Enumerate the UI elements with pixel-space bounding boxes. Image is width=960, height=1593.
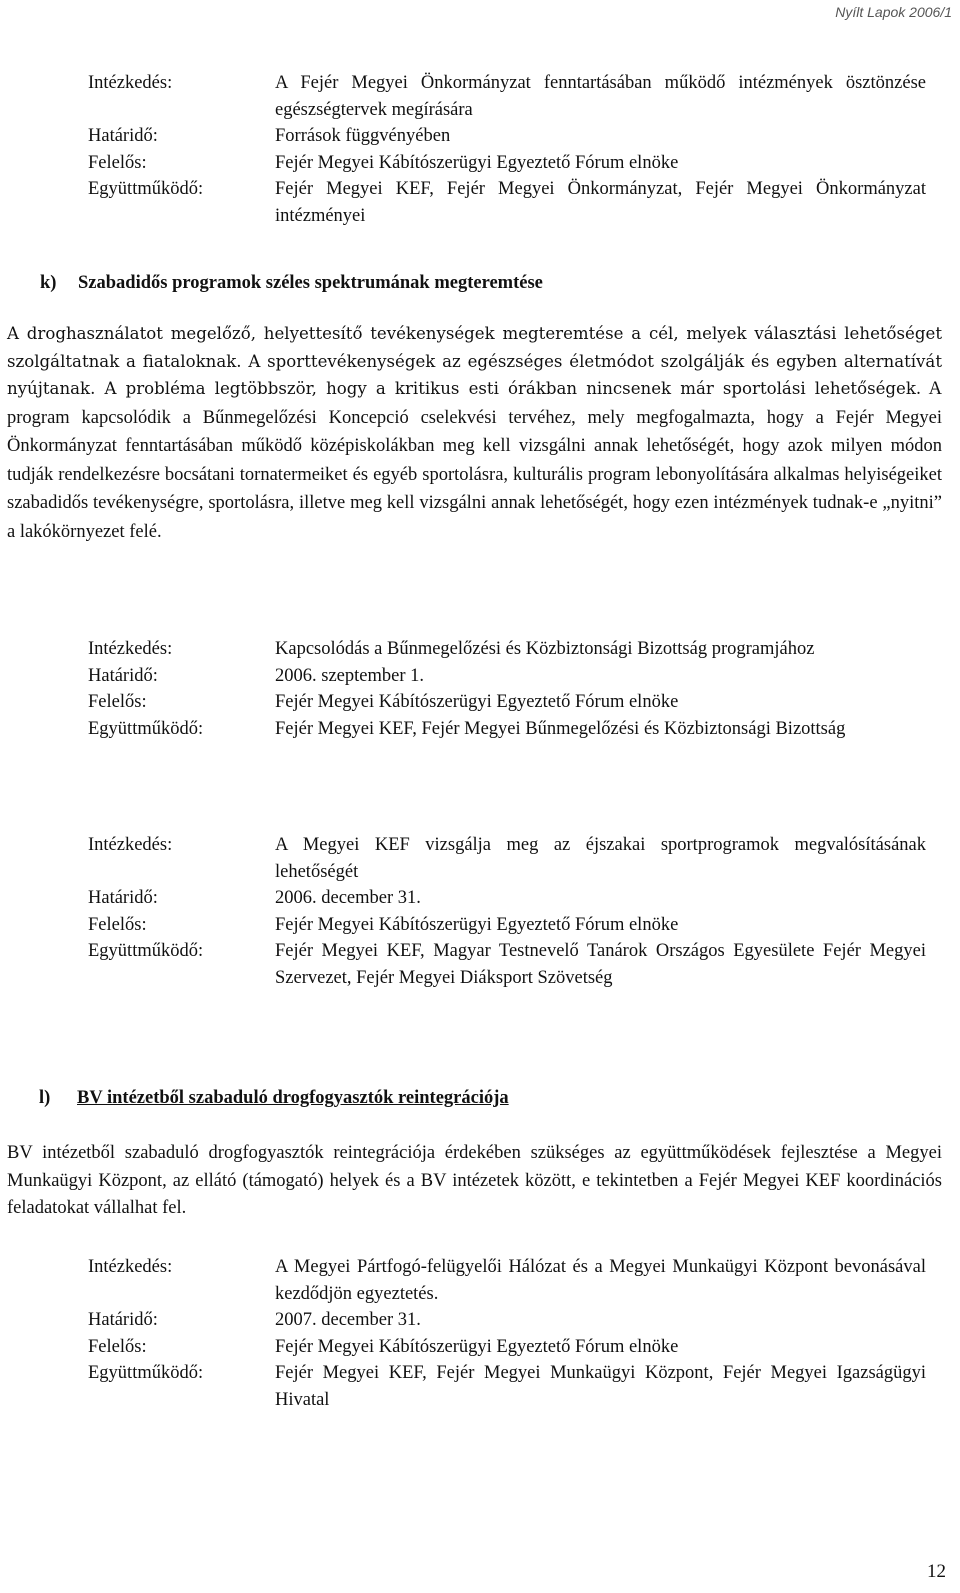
measure-row-intezkedes [88,1254,926,1307]
measure-row-egyuttmukodo [88,716,926,743]
value-egyuttmukodo: Fejér Megyei KEF, Magyar Testnevelő Tanárok Országos Egyesülete Fejér Megyei Szervezet, Fejér Megyei Diáksport Szövetség [275,941,926,988]
value-hatarido: Források függvényében [275,126,451,146]
measure-row-egyuttmukodo [88,1360,926,1413]
value-felelos: Fejér Megyei Kábítószerügyi Egyeztető Fórum elnöke [275,152,679,173]
value-intezkedes: A Megyei KEF vizsgálja meg az éjszakai sportprogramok megvalósításának lehetőségét [275,835,926,882]
value-intezkedes: A Megyei Pártfogó-felügyelői Hálózat és a Megyei Munkaügyi Központ bevonásával kezdődjön egyeztetés. [275,1257,926,1304]
measure-row-felelos [88,689,926,716]
measure-row-hatarido [88,123,926,150]
value-intezkedes: A Fejér Megyei Önkormányzat fenntartásában működő intézmények ösztönzése egészségtervek megírására [275,73,926,120]
section-title: BV intézetből szabaduló drogfogyasztók reintegrációja [77,1088,509,1108]
value-felelos: Fejér Megyei Kábítószerügyi Egyeztető Fórum elnöke [275,914,679,935]
measure-row-intezkedes [88,636,926,663]
label-egyuttmukodo: Együttműködő: [88,179,204,199]
label-egyuttmukodo: Együttműködő: [88,718,204,739]
measure-block-1 [88,70,926,229]
value-intezkedes: Kapcsolódás a Bűnmegelőzési és Közbiztonsági Bizottság programjához [275,639,815,659]
paragraph-part-2: A program kapcsolódik a Bűnmegelőzési Koncepció cselekvési tervéhez, mely megfogalmazta, hogy a Fejér Megyei Önkormányzat fenntartásában működő középiskolákban meg kell vizsgálni annak lehetőségét, hogy azok milyen módon tudják rendelkezésre bocsátani tornatermeiket és egyéb sportolásra, kulturális program lebonyolítására alkalmas helyiségeiket szabadidős tevékenységre, sportolásra, illetve meg kell vizsgálni annak lehetőségét, hogy ezen intézmények tudnak-e „nyitni” a lakókörnyezet felé. [7,379,943,542]
label-egyuttmukodo: Együttműködő: [88,1363,204,1383]
label-intezkedes: Intézkedés: [88,1257,173,1277]
label-egyuttmukodo: Együttműködő: [88,941,204,961]
label-intezkedes: Intézkedés: [88,73,173,93]
measure-block-2 [88,636,926,742]
measure-row-egyuttmukodo [88,938,926,991]
measure-row-hatarido [88,1307,926,1334]
label-hatarido: Határidő: [88,888,158,908]
label-felelos: Felelős: [88,914,147,935]
measure-row-egyuttmukodo [88,176,926,229]
measure-row-hatarido [88,885,926,912]
measure-row-intezkedes [88,832,926,885]
section-title: Szabadidős programok széles spektrumának megteremtése [78,273,543,293]
measure-row-felelos [88,150,926,177]
measure-block-4 [88,1254,926,1413]
value-egyuttmukodo: Fejér Megyei KEF, Fejér Megyei Bűnmegelőzési és Közbiztonsági Bizottság [275,718,846,739]
value-hatarido: 2006. szeptember 1. [275,665,424,686]
section-heading-k [40,270,543,296]
label-intezkedes: Intézkedés: [88,835,173,855]
label-felelos: Felelős: [88,1336,147,1357]
measure-row-felelos [88,912,926,939]
value-felelos: Fejér Megyei Kábítószerügyi Egyeztető Fórum elnöke [275,692,679,712]
label-hatarido: Határidő: [88,1310,158,1330]
measure-block-3 [88,832,926,991]
page-number: 12 [927,1561,946,1582]
label-felelos: Felelős: [88,152,147,173]
running-header: Nyílt Lapok 2006/1 [835,4,952,20]
value-egyuttmukodo: Fejér Megyei KEF, Fejér Megyei Önkormányzat, Fejér Megyei Önkormányzat intézményei [275,179,926,226]
value-egyuttmukodo: Fejér Megyei KEF, Fejér Megyei Munkaügyi Központ, Fejér Megyei Igazságügyi Hivatal [275,1363,926,1410]
paragraph-part-1: A droghasználatot megelőző, helyettesítő tevékenységek megteremtése a cél, melyek választási lehetőséget szolgáltatnak a fiataloknak. A sporttevékenységek az egészséges életmódot szolgálják és egyben alternatívát nyújtanak. A probléma legtöbbször, hogy a kritikus esti órákban nincsenek már sportolási lehetőségek. [7,324,942,398]
measure-row-intezkedes [88,70,926,123]
value-hatarido: 2006. december 31. [275,888,421,908]
section-l-paragraph: BV intézetből szabaduló drogfogyasztók reintegrációja érdekében szükséges az együttműködések fejlesztése a Megyei Munkaügyi Központ, az ellátó (támogató) helyek és a BV intézetek között, e tekintetben a Fejér Megyei KEF koordinációs feladatokat vállalhat fel. [7,1143,942,1218]
label-hatarido: Határidő: [88,126,158,146]
measure-row-felelos [88,1334,926,1361]
value-felelos: Fejér Megyei Kábítószerügyi Egyeztető Fórum elnöke [275,1336,679,1357]
section-marker: k) [40,273,57,293]
measure-row-hatarido [88,663,926,690]
label-intezkedes: Intézkedés: [88,639,173,659]
value-hatarido: 2007. december 31. [275,1310,421,1330]
section-k-paragraph [7,320,942,546]
section-heading-l [39,1085,509,1111]
label-felelos: Felelős: [88,692,147,712]
section-marker: l) [39,1088,51,1108]
label-hatarido: Határidő: [88,665,158,686]
